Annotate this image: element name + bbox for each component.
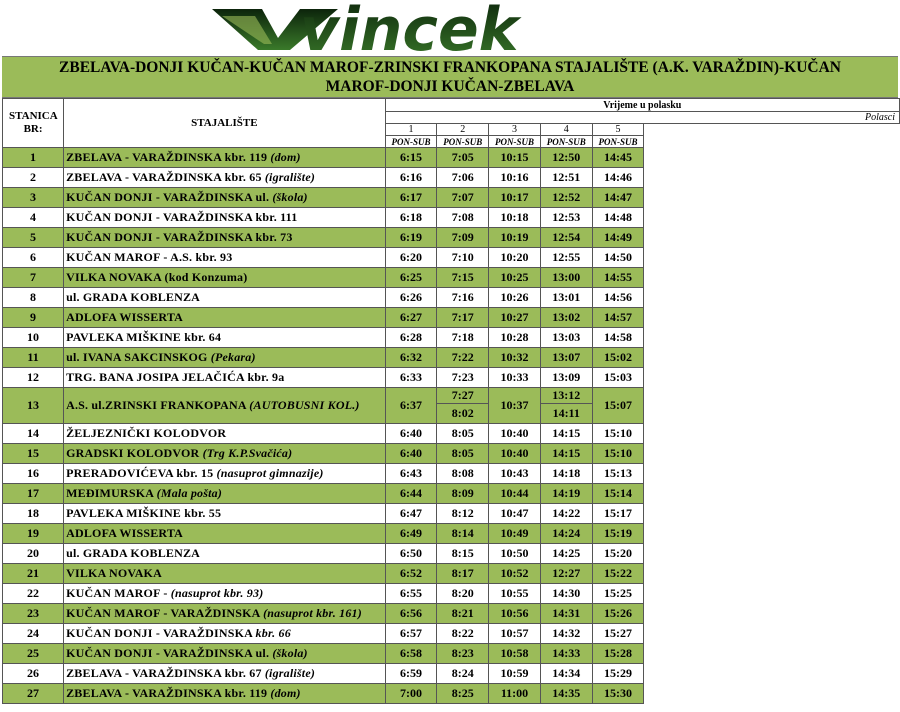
departure-time: 14:15 xyxy=(540,444,592,464)
stop-name: KUČAN MAROF - A.S. kbr. 93 xyxy=(64,248,386,268)
station-number: 7 xyxy=(3,268,64,288)
stop-name: KUČAN DONJI - VARAŽDINSKA kbr. 66 xyxy=(64,624,386,644)
departure-time: 15:26 xyxy=(592,604,644,624)
departure-time: 8:05 xyxy=(437,444,489,464)
departure-time: 15:17 xyxy=(592,504,644,524)
departure-time: 6:52 xyxy=(385,564,437,584)
station-number: 6 xyxy=(3,248,64,268)
station-number: 14 xyxy=(3,424,64,444)
station-number: 9 xyxy=(3,308,64,328)
departure-time: 15:25 xyxy=(592,584,644,604)
departure-time: 13:12 xyxy=(540,388,592,404)
table-row xyxy=(3,684,900,704)
station-number: 5 xyxy=(3,228,64,248)
departure-time: 14:18 xyxy=(540,464,592,484)
table-row xyxy=(3,328,900,348)
stop-name: KUČAN DONJI - VARAŽDINSKA kbr. 73 xyxy=(64,228,386,248)
departure-time: 10:18 xyxy=(489,208,541,228)
table-row xyxy=(3,348,900,368)
departure-time: 8:22 xyxy=(437,624,489,644)
departure-time: 10:59 xyxy=(489,664,541,684)
departure-time: 10:32 xyxy=(489,348,541,368)
departure-time: 13:01 xyxy=(540,288,592,308)
departure-time: 8:23 xyxy=(437,644,489,664)
departure-time: 6:15 xyxy=(385,148,437,168)
blank-cell xyxy=(644,424,900,444)
departure-number: 3 xyxy=(489,124,541,136)
station-number: 13 xyxy=(3,388,64,424)
departure-time: 13:03 xyxy=(540,328,592,348)
departure-time: 15:27 xyxy=(592,624,644,644)
blank-cell xyxy=(644,684,900,704)
departure-time: 14:50 xyxy=(592,248,644,268)
departure-time: 14:25 xyxy=(540,544,592,564)
departure-time: 6:32 xyxy=(385,348,437,368)
stop-name: KUČAN DONJI - VARAŽDINSKA ul. (škola) xyxy=(64,644,386,664)
stop-note: (nasuprot gimnazije) xyxy=(216,466,324,480)
departure-time: 14:30 xyxy=(540,584,592,604)
logo-text: vincek xyxy=(300,0,519,56)
departure-time: 14:34 xyxy=(540,664,592,684)
departure-time: 7:07 xyxy=(437,188,489,208)
departure-time: 6:27 xyxy=(385,308,437,328)
stop-note: (igralište) xyxy=(264,666,316,680)
departure-time: 13:09 xyxy=(540,368,592,388)
blank-cell xyxy=(644,484,900,504)
table-row xyxy=(3,444,900,464)
departure-time: 8:09 xyxy=(437,484,489,504)
departure-time: 15:10 xyxy=(592,444,644,464)
departure-time: 10:33 xyxy=(489,368,541,388)
departure-time: 10:26 xyxy=(489,288,541,308)
departure-time: 15:19 xyxy=(592,524,644,544)
departure-time: 12:27 xyxy=(540,564,592,584)
departure-time: 6:16 xyxy=(385,168,437,188)
table-row xyxy=(3,288,900,308)
departure-number: 2 xyxy=(437,124,489,136)
table-row xyxy=(3,308,900,328)
departure-time: 14:11 xyxy=(540,404,592,424)
table-row xyxy=(3,584,900,604)
departure-time: 7:09 xyxy=(437,228,489,248)
departure-time: 6:25 xyxy=(385,268,437,288)
stop-name: PRERADOVIĆEVA kbr. 15 (nasuprot gimnazije) xyxy=(64,464,386,484)
departure-time: 6:56 xyxy=(385,604,437,624)
station-number: 8 xyxy=(3,288,64,308)
departure-time: 14:57 xyxy=(592,308,644,328)
departure-time: 6:18 xyxy=(385,208,437,228)
departure-time: 10:40 xyxy=(489,444,541,464)
departure-time: 8:08 xyxy=(437,464,489,484)
stop-name: PAVLEKA MIŠKINE kbr. 64 xyxy=(64,328,386,348)
departure-time: 7:23 xyxy=(437,368,489,388)
blank-cell xyxy=(644,544,900,564)
blank-cell xyxy=(644,564,900,584)
departure-time: 11:00 xyxy=(489,684,541,704)
blank-cell xyxy=(644,524,900,544)
stop-name: ZBELAVA - VARAŽDINSKA kbr. 67 (igralište) xyxy=(64,664,386,684)
blank-cell xyxy=(644,388,900,424)
stop-note: (Pekara) xyxy=(210,350,256,364)
station-number: 15 xyxy=(3,444,64,464)
header-departure-time: Vrijeme u polasku xyxy=(385,99,899,112)
departure-time: 12:54 xyxy=(540,228,592,248)
route-title: ZBELAVA-DONJI KUČAN-KUČAN MAROF-ZRINSKI FRANKOPANA STAJALIŠTE (A.K. VARAŽDIN)-KUČAN MAROF-DONJI KUČAN-ZBELAVA xyxy=(2,56,898,98)
departure-time: 15:14 xyxy=(592,484,644,504)
blank-cell xyxy=(644,308,900,328)
departure-time: 14:49 xyxy=(592,228,644,248)
departure-time: 7:16 xyxy=(437,288,489,308)
table-row xyxy=(3,524,900,544)
stop-name: A.S. ul.ZRINSKI FRANKOPANA (AUTOBUSNI KOL.) xyxy=(64,388,386,424)
departure-time: 14:48 xyxy=(592,208,644,228)
header-stop: STAJALIŠTE xyxy=(64,99,386,148)
departure-time: 10:55 xyxy=(489,584,541,604)
table-row xyxy=(3,504,900,524)
station-number: 16 xyxy=(3,464,64,484)
departure-time: 10:43 xyxy=(489,464,541,484)
station-number: 2 xyxy=(3,168,64,188)
stop-name: TRG. BANA JOSIPA JELAČIĆA kbr. 9a xyxy=(64,368,386,388)
departure-time: 6:59 xyxy=(385,664,437,684)
departure-time: 12:55 xyxy=(540,248,592,268)
departure-number: 4 xyxy=(540,124,592,136)
departure-time: 6:47 xyxy=(385,504,437,524)
stop-name: ZBELAVA - VARAŽDINSKA kbr. 65 (igralište) xyxy=(64,168,386,188)
table-row xyxy=(3,148,900,168)
departure-time: 10:58 xyxy=(489,644,541,664)
station-number: 18 xyxy=(3,504,64,524)
blank-cell xyxy=(644,504,900,524)
departure-time: 10:49 xyxy=(489,524,541,544)
table-row xyxy=(3,604,900,624)
station-number: 23 xyxy=(3,604,64,624)
departure-time: 12:50 xyxy=(540,148,592,168)
station-number: 24 xyxy=(3,624,64,644)
stop-name: ADLOFA WISSERTA xyxy=(64,524,386,544)
departure-time: 15:30 xyxy=(592,684,644,704)
departure-time: 12:52 xyxy=(540,188,592,208)
table-row xyxy=(3,188,900,208)
stop-name: ul. IVANA SAKCINSKOG (Pekara) xyxy=(64,348,386,368)
table-row xyxy=(3,268,900,288)
table-row xyxy=(3,664,900,684)
departure-time: 14:19 xyxy=(540,484,592,504)
departure-time: 15:29 xyxy=(592,664,644,684)
stop-name: VILKA NOVAKA (kod Konzuma) xyxy=(64,268,386,288)
departure-time: 10:57 xyxy=(489,624,541,644)
departure-time: 7:00 xyxy=(385,684,437,704)
departure-time: 7:17 xyxy=(437,308,489,328)
blank-cell xyxy=(644,288,900,308)
table-row xyxy=(3,624,900,644)
blank-cell xyxy=(644,124,900,136)
departure-time: 10:27 xyxy=(489,308,541,328)
station-number: 1 xyxy=(3,148,64,168)
timetable xyxy=(2,98,900,704)
departure-time: 8:14 xyxy=(437,524,489,544)
blank-cell xyxy=(644,228,900,248)
departure-time: 14:15 xyxy=(540,424,592,444)
departure-time: 7:05 xyxy=(437,148,489,168)
blank-cell xyxy=(644,644,900,664)
blank-cell xyxy=(644,604,900,624)
departure-time: 7:06 xyxy=(437,168,489,188)
departure-time: 6:20 xyxy=(385,248,437,268)
table-row xyxy=(3,544,900,564)
station-number: 20 xyxy=(3,544,64,564)
departure-time: 7:27 xyxy=(437,388,489,404)
stop-name: ZBELAVA - VARAŽDINSKA kbr. 119 (dom) xyxy=(64,684,386,704)
stop-name: ul. GRADA KOBLENZA xyxy=(64,288,386,308)
departure-time: 6:55 xyxy=(385,584,437,604)
vincek-logo-icon xyxy=(0,0,900,56)
blank-cell xyxy=(644,444,900,464)
blank-cell xyxy=(644,368,900,388)
departure-time: 14:47 xyxy=(592,188,644,208)
station-number: 17 xyxy=(3,484,64,504)
departure-time: 6:44 xyxy=(385,484,437,504)
departure-days: PON-SUB xyxy=(437,136,489,148)
departure-time: 6:43 xyxy=(385,464,437,484)
departure-time: 7:08 xyxy=(437,208,489,228)
departure-time: 7:22 xyxy=(437,348,489,368)
departure-time: 8:12 xyxy=(437,504,489,524)
departure-time: 14:33 xyxy=(540,644,592,664)
stop-note: (škola) xyxy=(272,190,308,204)
station-number: 22 xyxy=(3,584,64,604)
departure-time: 14:32 xyxy=(540,624,592,644)
departure-time: 13:02 xyxy=(540,308,592,328)
blank-cell xyxy=(644,624,900,644)
stop-note: (Trg K.P.Svačića) xyxy=(202,446,293,460)
departure-time: 10:37 xyxy=(489,388,541,424)
table-row xyxy=(3,168,900,188)
departure-time: 12:53 xyxy=(540,208,592,228)
departure-time: 8:21 xyxy=(437,604,489,624)
stop-name: ŽELJEZNIČKI KOLODVOR xyxy=(64,424,386,444)
station-number: 3 xyxy=(3,188,64,208)
departure-time: 10:40 xyxy=(489,424,541,444)
departure-time: 6:50 xyxy=(385,544,437,564)
blank-cell xyxy=(644,168,900,188)
station-number: 25 xyxy=(3,644,64,664)
departure-time: 7:10 xyxy=(437,248,489,268)
departure-time: 6:49 xyxy=(385,524,437,544)
stop-name: KUČAN DONJI - VARAŽDINSKA kbr. 111 xyxy=(64,208,386,228)
stop-name: ZBELAVA - VARAŽDINSKA kbr. 119 (dom) xyxy=(64,148,386,168)
station-number: 19 xyxy=(3,524,64,544)
stop-name: ul. GRADA KOBLENZA xyxy=(64,544,386,564)
departure-time: 8:15 xyxy=(437,544,489,564)
table-row xyxy=(3,424,900,444)
departure-time: 6:40 xyxy=(385,444,437,464)
departure-time: 15:22 xyxy=(592,564,644,584)
departure-time: 14:31 xyxy=(540,604,592,624)
departure-time: 14:55 xyxy=(592,268,644,288)
departure-time: 10:16 xyxy=(489,168,541,188)
header-station-no: STANICA BR: xyxy=(3,99,64,148)
blank-cell xyxy=(644,136,900,148)
departure-time: 10:47 xyxy=(489,504,541,524)
departure-time: 8:20 xyxy=(437,584,489,604)
blank-cell xyxy=(644,208,900,228)
departure-number: 5 xyxy=(592,124,644,136)
departure-time: 14:45 xyxy=(592,148,644,168)
station-number: 4 xyxy=(3,208,64,228)
stop-note: kbr. 66 xyxy=(255,626,291,640)
stop-name: KUČAN MAROF - (nasuprot kbr. 93) xyxy=(64,584,386,604)
departure-time: 10:20 xyxy=(489,248,541,268)
blank-cell xyxy=(644,328,900,348)
departure-time: 13:00 xyxy=(540,268,592,288)
departure-time: 8:24 xyxy=(437,664,489,684)
departure-time: 15:10 xyxy=(592,424,644,444)
stop-name: GRADSKI KOLODVOR (Trg K.P.Svačića) xyxy=(64,444,386,464)
departure-time: 6:26 xyxy=(385,288,437,308)
departure-time: 14:35 xyxy=(540,684,592,704)
station-number: 11 xyxy=(3,348,64,368)
station-number: 27 xyxy=(3,684,64,704)
table-row xyxy=(3,644,900,664)
departure-time: 10:28 xyxy=(489,328,541,348)
departure-time: 14:56 xyxy=(592,288,644,308)
stop-note: (dom) xyxy=(270,150,301,164)
departure-time: 6:19 xyxy=(385,228,437,248)
stop-name: ADLOFA WISSERTA xyxy=(64,308,386,328)
stop-name: MEĐIMURSKA (Mala pošta) xyxy=(64,484,386,504)
table-row xyxy=(3,208,900,228)
departure-time: 10:19 xyxy=(489,228,541,248)
departure-time: 10:44 xyxy=(489,484,541,504)
departure-time: 15:20 xyxy=(592,544,644,564)
table-row xyxy=(3,368,900,388)
stop-note: (nasuprot kbr. 93) xyxy=(170,586,264,600)
departure-time: 6:40 xyxy=(385,424,437,444)
departure-time: 8:02 xyxy=(437,404,489,424)
departure-time: 10:25 xyxy=(489,268,541,288)
departure-time: 8:05 xyxy=(437,424,489,444)
departure-time: 7:15 xyxy=(437,268,489,288)
blank-cell xyxy=(644,664,900,684)
departure-time: 8:17 xyxy=(437,564,489,584)
stop-name: KUČAN DONJI - VARAŽDINSKA ul. (škola) xyxy=(64,188,386,208)
departure-time: 6:28 xyxy=(385,328,437,348)
departure-time: 10:52 xyxy=(489,564,541,584)
blank-cell xyxy=(644,464,900,484)
departure-time: 6:57 xyxy=(385,624,437,644)
departure-time: 13:07 xyxy=(540,348,592,368)
blank-cell xyxy=(644,348,900,368)
departure-time: 10:56 xyxy=(489,604,541,624)
departure-time: 12:51 xyxy=(540,168,592,188)
departure-time: 6:33 xyxy=(385,368,437,388)
departure-time: 14:46 xyxy=(592,168,644,188)
stop-note: (igralište) xyxy=(264,170,316,184)
stop-note: (nasuprot kbr. 161) xyxy=(263,606,362,620)
departure-time: 6:37 xyxy=(385,388,437,424)
departure-days: PON-SUB xyxy=(540,136,592,148)
station-number: 10 xyxy=(3,328,64,348)
station-number: 12 xyxy=(3,368,64,388)
departure-time: 8:25 xyxy=(437,684,489,704)
table-row xyxy=(3,228,900,248)
header-departures: Polasci xyxy=(385,112,899,124)
blank-cell xyxy=(644,248,900,268)
stop-note: (škola) xyxy=(272,646,308,660)
departure-time: 6:58 xyxy=(385,644,437,664)
departure-time: 10:50 xyxy=(489,544,541,564)
departure-time: 14:22 xyxy=(540,504,592,524)
departure-time: 6:17 xyxy=(385,188,437,208)
table-row xyxy=(3,484,900,504)
departure-days: PON-SUB xyxy=(385,136,437,148)
departure-days: PON-SUB xyxy=(489,136,541,148)
departure-days: PON-SUB xyxy=(592,136,644,148)
table-row xyxy=(3,564,900,584)
departure-time: 15:13 xyxy=(592,464,644,484)
blank-cell xyxy=(644,584,900,604)
departure-number: 1 xyxy=(385,124,437,136)
stop-name: KUČAN MAROF - VARAŽDINSKA (nasuprot kbr. 161) xyxy=(64,604,386,624)
brand-logo xyxy=(0,0,900,56)
blank-cell xyxy=(644,148,900,168)
departure-time: 7:18 xyxy=(437,328,489,348)
departure-time: 15:02 xyxy=(592,348,644,368)
station-number: 21 xyxy=(3,564,64,584)
blank-cell xyxy=(644,188,900,208)
departure-time: 10:15 xyxy=(489,148,541,168)
departure-time: 10:17 xyxy=(489,188,541,208)
table-row xyxy=(3,464,900,484)
stop-note: (AUTOBUSNI KOL.) xyxy=(249,398,360,412)
departure-time: 15:28 xyxy=(592,644,644,664)
stop-note: (dom) xyxy=(270,686,301,700)
departure-time: 15:07 xyxy=(592,388,644,424)
blank-cell xyxy=(644,268,900,288)
departure-time: 15:03 xyxy=(592,368,644,388)
table-row xyxy=(3,388,900,404)
station-number: 26 xyxy=(3,664,64,684)
stop-note: (Mala pošta) xyxy=(156,486,223,500)
table-row xyxy=(3,248,900,268)
departure-time: 14:24 xyxy=(540,524,592,544)
stop-name: PAVLEKA MIŠKINE kbr. 55 xyxy=(64,504,386,524)
stop-name: VILKA NOVAKA xyxy=(64,564,386,584)
departure-time: 14:58 xyxy=(592,328,644,348)
